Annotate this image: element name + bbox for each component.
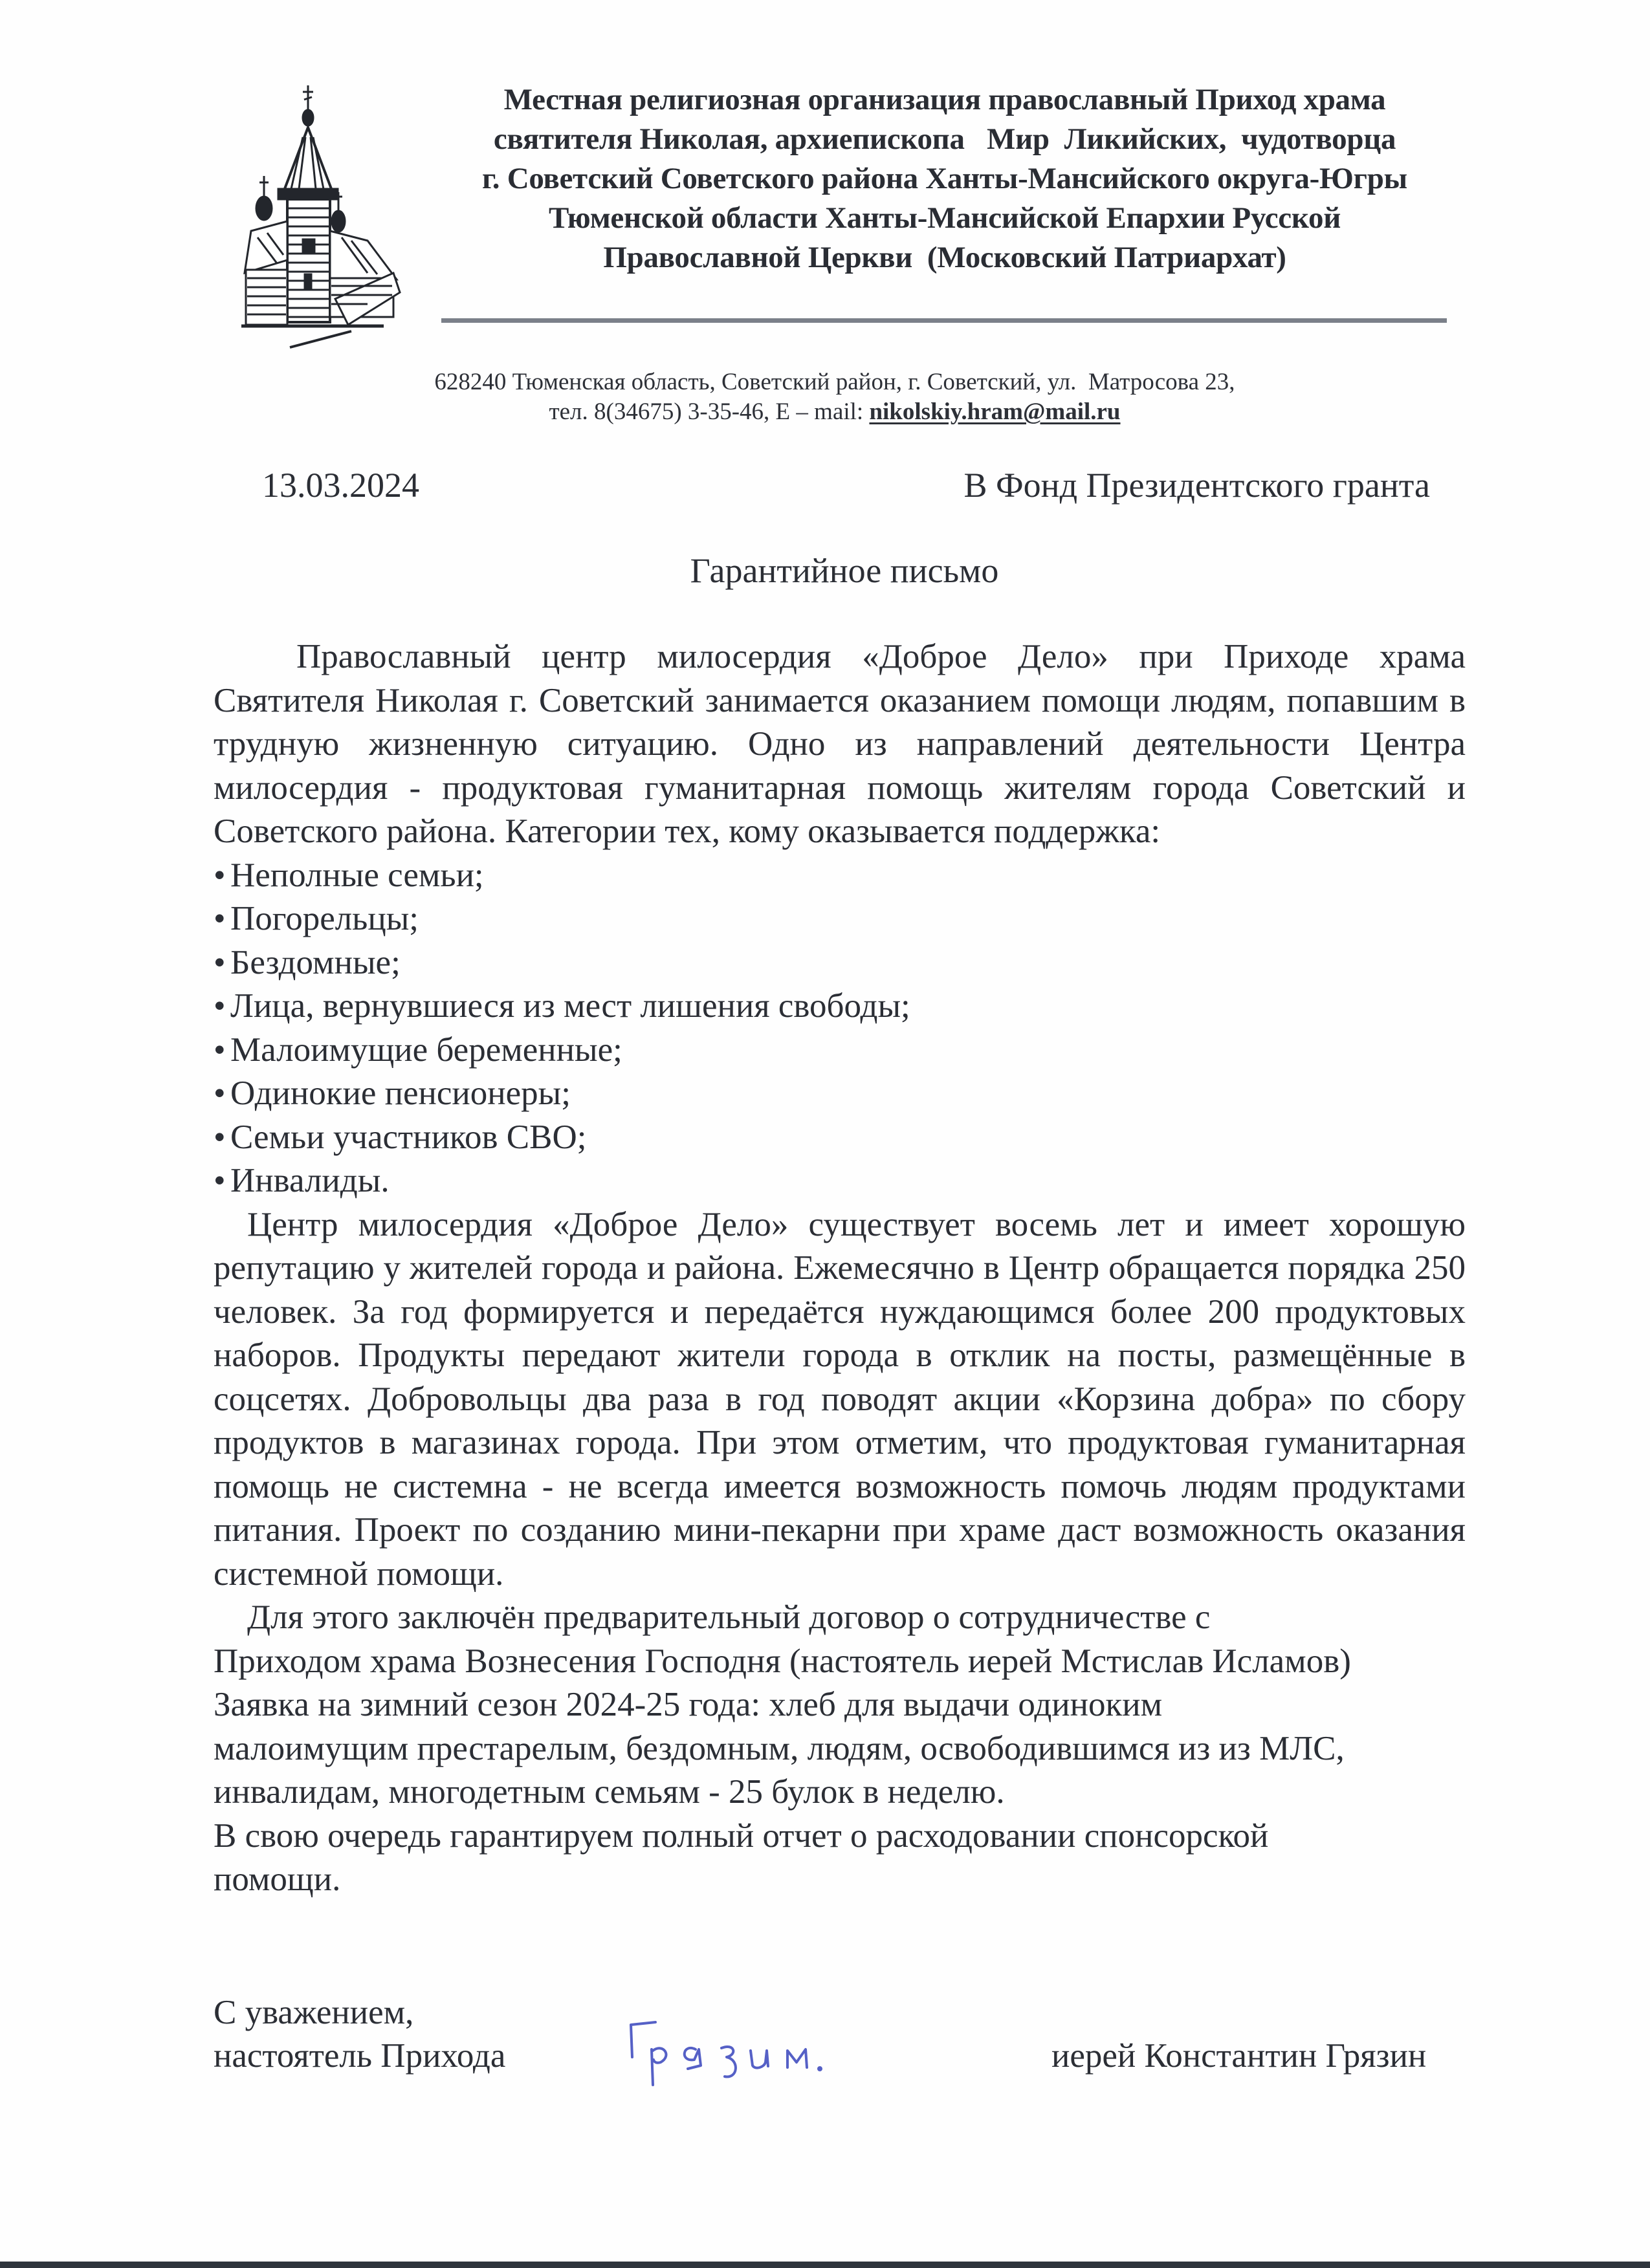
contact-line [362, 397, 1307, 427]
text-line: малоимущим престарелым, бездомным, людям, освободившимся из из МЛС, [214, 1729, 1345, 1767]
postal-address: 628240 Тюменская область, Советский район, г. Советский, ул. Матросова 23, [434, 369, 1235, 395]
text-line: Приходом храма Вознесения Господня (настоятель иерей Мстислав Исламов) [214, 1642, 1351, 1680]
document-title: Гарантийное письмо [690, 551, 999, 590]
bullet-icon: • [214, 1074, 226, 1112]
list-item: • Инвалиды. [214, 1159, 1466, 1203]
list-item: • Погорельцы; [214, 897, 1466, 941]
church-icon [238, 85, 406, 354]
org-line: г. Советский Советского района Ханты-Мансийского округа-Югры [482, 162, 1407, 195]
org-line: святителя Николая, архиепископа Мир Ликийских, чудотворца [493, 122, 1396, 156]
list-item: • Одинокие пенсионеры; [214, 1072, 1466, 1116]
bullet-icon: • [214, 856, 226, 894]
letter-date: 13.03.2024 [262, 466, 419, 505]
text-line: В свою очередь гарантируем полный отчет о расходовании спонсорской [214, 1816, 1269, 1855]
closing-block [214, 1991, 505, 2078]
recipient: В Фонд Президентского гранта [963, 466, 1430, 505]
bullet-icon: • [214, 943, 226, 981]
bullet-icon: • [214, 1162, 226, 1199]
scan-edge [0, 2262, 1650, 2268]
bullet-icon: • [214, 1030, 226, 1069]
organization-header [427, 80, 1462, 278]
header-divider [441, 318, 1447, 323]
org-line: Тюменской области Ханты-Мансийской Епархии Русской [549, 201, 1341, 235]
list-item: • Неполные семьи; [214, 854, 1466, 898]
handwritten-signature [618, 2017, 831, 2095]
support-categories-list [214, 854, 1466, 1203]
text-line: инвалидам, многодетным семьям - 25 булок в неделю. [214, 1773, 1005, 1811]
bullet-icon: • [214, 987, 226, 1025]
org-line: Местная религиозная организация православный Приход храма [503, 83, 1386, 116]
letter-body [214, 635, 1466, 1902]
signer-name: иерей Константин Грязин [1051, 2037, 1427, 2075]
org-line: Православной Церкви (Московский Патриархат) [603, 241, 1286, 274]
paragraph-intro: Православный центр милосердия «Доброе Дело» при Приходе храма Святителя Николая г. Советский занимается оказанием помощи людям, попавшим в трудную жизненную ситуацию. Одно из направлений деятельности Центра милосердия - продуктовая гуманитарная помощь жителям города Советский и Советского района. Категории тех, кому оказывается поддержка: [214, 638, 1466, 850]
signer-position: настоятель Прихода [214, 2037, 506, 2075]
email-link[interactable]: nikolskiy.hram@mail.ru [869, 398, 1121, 425]
text-line: помощи. [214, 1860, 341, 1898]
list-item: • Бездомные; [214, 941, 1466, 985]
bullet-icon: • [214, 1118, 226, 1156]
list-item: • Малоимущие беременные; [214, 1029, 1466, 1073]
bullet-icon: • [214, 900, 226, 937]
list-item: • Лица, вернувшиеся из мест лишения свободы; [214, 985, 1466, 1029]
address-block [362, 367, 1307, 427]
text-line: Для этого заключён предварительный договор о сотрудничестве с [247, 1598, 1211, 1636]
closing-phrase: С уважением, [214, 1994, 414, 2031]
paragraph-center-info: Центр милосердия «Доброе Дело» существует восемь лет и имеет хорошую репутацию у жителей города и района. Ежемесячно в Центр обращается порядка 250 человек. За год формируется и передаётся нуждающимся более 200 продуктовых наборов. Продукты передают жители города в отклик на посты, размещённые в соцсетях. Добровольцы два раза в год поводят акции «Корзина добра» по сбору продуктов в магазинах города. При этом отметим, что продуктовая гуманитарная помощь не системна - не всегда имеется возможность помочь людям продуктами питания. Проект по созданию мини-пекарни при храме даст возможность оказания системной помощи. [214, 1205, 1466, 1593]
phone-label: тел. 8(34675) 3-35-46, Е – mail: [549, 398, 870, 425]
paragraph-agreement [214, 1596, 1466, 1902]
text-line: Заявка на зимний сезон 2024-25 года: хлеб для выдачи одиноким [214, 1686, 1163, 1723]
list-item: • Семьи участников СВО; [214, 1116, 1466, 1160]
